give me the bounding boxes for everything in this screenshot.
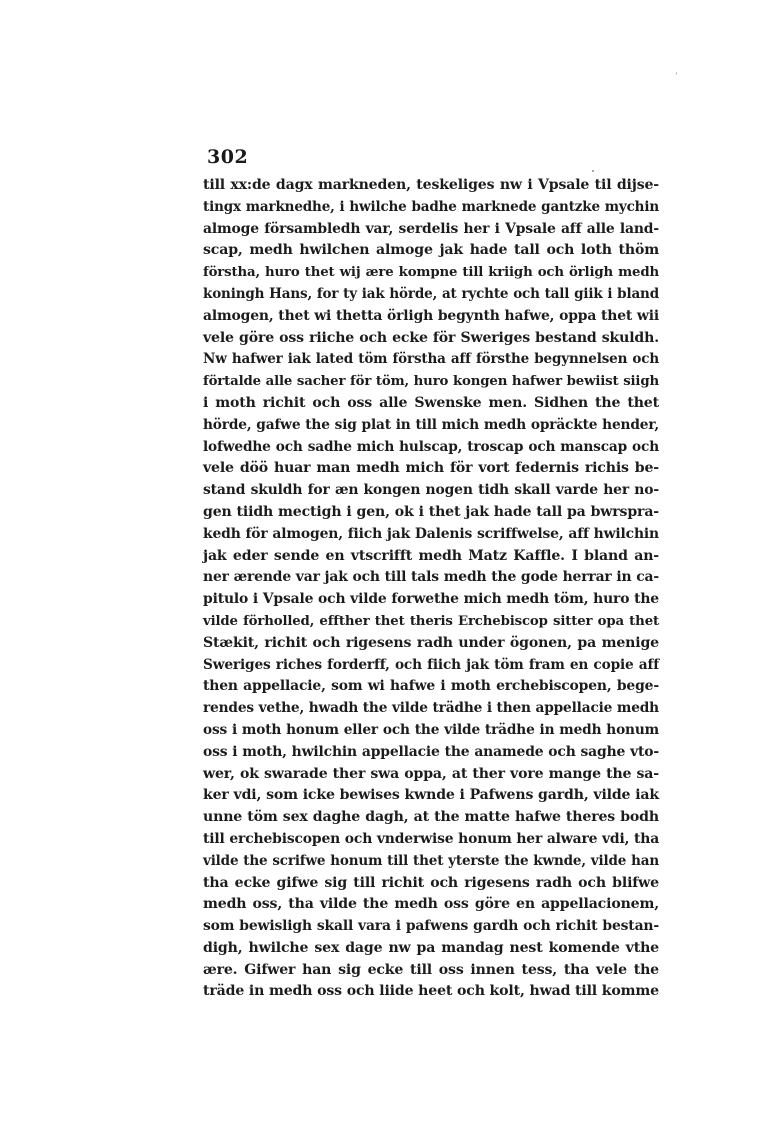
text-line: träde in medh oss och liide heet och kolt, hwad till komme [203,983,659,1000]
text-line: vilde the scrifwe honum till thet yterste the kwnde, vilde han [203,852,659,869]
body-text [203,175,659,1003]
text-line: vilde förholled, effther thet theris Erchebiscop sitter opa thet [203,613,659,629]
page-number: 302 [207,146,249,168]
text-line: kedh för almogen, fiich jak Dalenis scriffwelse, aff hwilchin [203,525,659,542]
text-line: som bewisligh skall vara i pafwens gardh och richit bestan- [203,918,659,935]
text-line: oss i moth honum eller och the vilde trädhe in medh honum [203,721,659,738]
text-line: Stækit, richit och rigesens radh under ögonen, pa menige [203,634,659,651]
scan-speck [592,170,594,172]
text-line: rendes vethe, hwadh the vilde trädhe i then appellacie medh [203,700,659,717]
text-line: almoge försambledh var, serdelis her i Vpsale aff alle land- [203,220,659,237]
text-line: vele döö huar man medh mich för vort federnis richis be- [203,460,659,477]
text-line: oss i moth, hwilchin appellacie the anamede och saghe vto- [203,743,659,760]
text-line: hörde, gafwe the sig plat in till mich medh opräckte hender, [203,416,659,433]
text-line: i moth richit och oss alle Swenske men. Sidhen the thet [203,394,659,411]
text-line: scap, medh hwilchen almoge jak hade tall och loth thöm [203,242,659,259]
text-line: till erchebiscopen och vnderwise honum her alware vdi, tha [203,830,660,847]
text-line: digh, hwilche sex dage nw pa mandag nest komende vthe [203,939,659,956]
text-line: almogen, thet wi thetta örligh begynth hafwe, oppa thet wii [203,307,659,324]
text-line: stand skuldh for æn kongen nogen tidh skall varde her no- [203,482,659,499]
text-line: tha ecke gifwe sig till richit och rigesens radh och blifwe [203,874,659,891]
scan-speck [676,72,677,75]
text-line: koningh Hans, for ty iak hörde, at rychte och tall giik i bland [203,285,659,302]
text-line: ære. Gifwer han sig ecke till oss innen tess, tha vele the [203,961,659,978]
text-line: Nw hafwer iak lated töm förstha aff försthe begynnelsen och [203,351,659,368]
text-line: jak eder sende en vtscrifft medh Matz Kaffle. I bland an- [203,547,659,564]
text-line: wer, ok swarade ther swa oppa, at ther vore mange the sa- [203,765,659,782]
text-line: förtalde alle sacher för töm, huro kongen hafwer bewiist siigh [203,374,659,390]
text-line: Sweriges riches forderff, och fiich jak töm fram en copie aff [203,656,659,673]
text-line: ker vdi, som icke bewises kwnde i Pafwens gardh, vilde iak [203,787,659,804]
text-line: medh oss, tha vilde the medh oss göre en appellacionem, [203,896,659,913]
text-line: then appellacie, som wi hafwe i moth erchebiscopen, bege- [203,678,659,695]
text-line: tingx marknedhe, i hwilche badhe marknede gantzke mychin [203,198,659,215]
text-line: till xx:de dagx markneden, teskeliges nw i Vpsale til dijse- [203,177,659,193]
text-line: ner ærende var jak och till tals medh the gode herrar in ca- [203,569,659,586]
text-line: lofwedhe och sadhe mich hulscap, troscap och manscap och [203,438,659,455]
text-line: pitulo i Vpsale och vilde forwethe mich medh töm, huro the [203,591,659,608]
text-line: unne töm sex daghe dagh, at the matte hafwe theres bodh [203,809,659,826]
text-line: förstha, huro thet wij ære kompne till kriigh och örligh medh [203,265,659,281]
text-line: gen tiidh mectigh i gen, ok i thet jak hade tall pa bwrspra- [203,503,659,520]
text-line: vele göre oss riiche och ecke för Sweriges bestand skuldh. [203,329,659,346]
